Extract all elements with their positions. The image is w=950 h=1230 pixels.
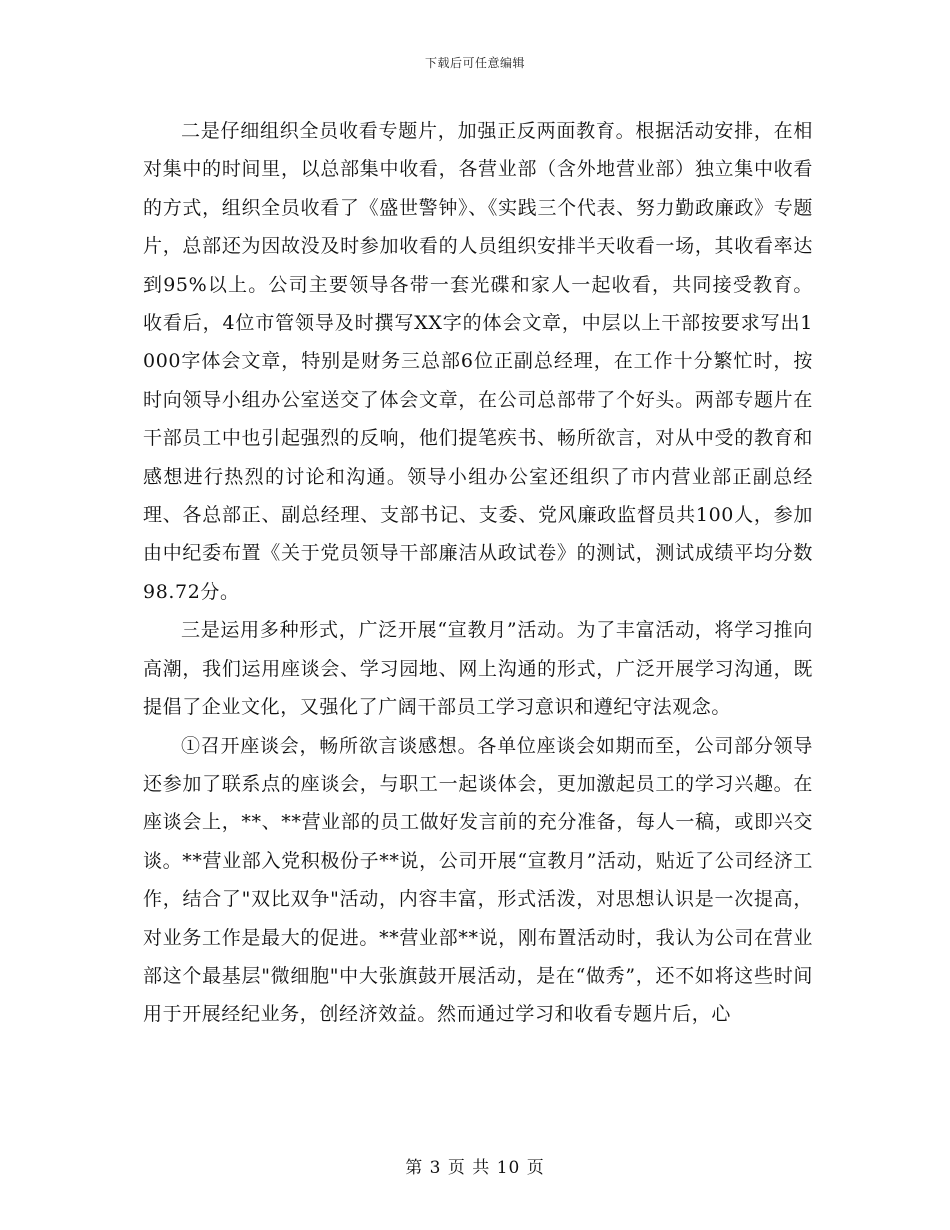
footer-page-number: 3: [429, 1158, 442, 1178]
paragraph-2: 三是运用多种形式，广泛开展“宣教月”活动。为了丰富活动，将学习推向高潮，我们运用座谈会、学习园地、网上沟通的形式，广泛开展学习沟通，既提倡了企业文化，又强化了广阔干部员工学习意识和遵纪守法观念。: [143, 619, 813, 719]
footer-suffix: 页: [526, 1158, 545, 1178]
paragraph-3: ①召开座谈会，畅所欲言谈感想。各单位座谈会如期而至，公司部分领导还参加了联系点的座谈会，与职工一起谈体会，更加激起员工的学习兴趣。在座谈会上，**、**营业部的员工做好发言前的充分准备，每人一稿，或即兴交谈。**营业部入党积极份子**说，公司开展“宣教月”活动，贴近了公司经济工作，结合了"双比双争"活动，内容丰富，形式活泼，对思想认识是一次提高，对业务工作是最大的促进。**营业部**说，刚布置活动时，我认为公司在营业部这个最基层"微细胞"中大张旗鼓开展活动，是在“做秀”，还不如将这些时间用于开展经纪业务，创经济效益。然而通过学习和收看专题片后，心: [143, 734, 813, 1026]
footer-total-pages: 10: [496, 1158, 521, 1178]
document-body: [143, 112, 813, 1034]
footer-prefix: 第: [405, 1158, 424, 1178]
footer-middle: 页 共: [447, 1158, 491, 1178]
paragraph-1: 二是仔细组织全员收看专题片，加强正反两面教育。根据活动安排，在相对集中的时间里，以总部集中收看，各营业部（含外地营业部）独立集中收看的方式，组织全员收看了《盛世警钟》、《实践三个代表、努力勤政廉政》专题片，总部还为因故没及时参加收看的人员组织安排半天收看一场，其收看率达到95%以上。公司主要领导各带一套光碟和家人一起收看，共同接受教育。收看后，4位市管领导及时撰写XX字的体会文章，中层以上干部按要求写出1000字体会文章，特别是财务三总部6位正副总经理，在工作十分繁忙时，按时向领导小组办公室送交了体会文章，在公司总部带了个好头。两部专题片在干部员工中也引起强烈的反响，他们提笔疾书、畅所欲言，对从中受的教育和感想进行热烈的讨论和沟通。领导小组办公室还组织了市内营业部正副总经理、各总部正、副总经理、支部书记、支委、党风廉政监督员共100人，参加由中纪委布置《关于党员领导干部廉洁从政试卷》的测试，测试成绩平均分数98.72分。: [143, 120, 813, 603]
page-footer: [0, 1153, 950, 1178]
page-header: 下载后可任意编辑: [424, 56, 525, 70]
